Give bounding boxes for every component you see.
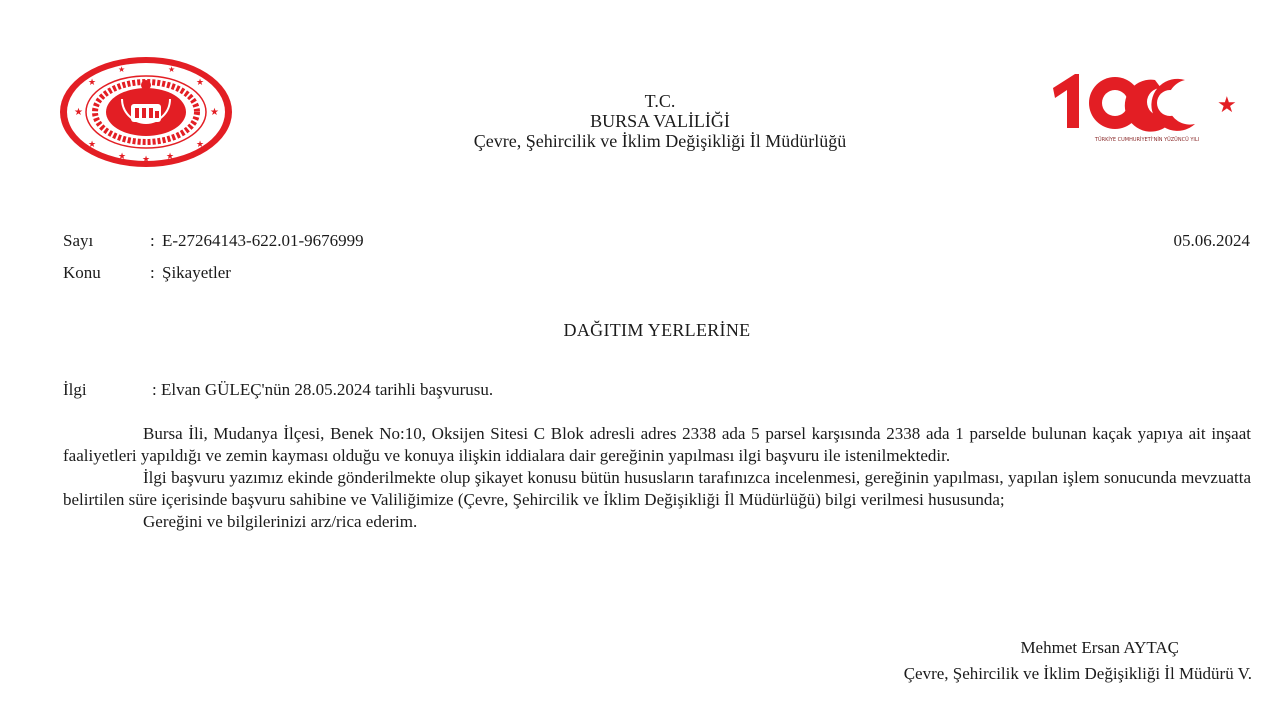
recipient-heading: DAĞITIM YERLERİNE	[563, 320, 751, 340]
ilgi-text: : Elvan GÜLEÇ'nün 28.05.2024 tarihli başvurusu.	[152, 380, 494, 399]
svg-text:★: ★	[118, 151, 127, 161]
header-line-governorship: BURSA VALİLİĞİ	[590, 111, 730, 131]
svg-text:★: ★	[88, 139, 97, 149]
body-paragraph: Bursa İli, Mudanya İlçesi, Benek No:10, Oksijen Sitesi C Blok adresli adres 2338 ada 5 parsel karşısında 2338 ada 1 parselde bulunan kaçak yapıya ait inşaat faaliyetleri yapıldığı ve zemin kayması olduğu ve konuya ilişkin iddialara dair gereğinin yapılması ilgi başvuru ile istenilmektedir.	[63, 424, 1251, 465]
letterhead	[300, 91, 1020, 151]
letter-body	[63, 423, 1251, 533]
svg-text:★: ★	[196, 139, 205, 149]
svg-text:★: ★	[166, 151, 175, 161]
svg-text:★: ★	[88, 77, 97, 87]
konu-colon: :	[150, 263, 155, 282]
sayi-colon: :	[150, 231, 155, 250]
konu-value: Şikayetler	[162, 263, 231, 282]
sayi-value: E-27264143-622.01-9676999	[162, 231, 364, 250]
document-date: 05.06.2024	[1173, 231, 1250, 250]
logo-caption: TÜRKİYE CUMHURİYETİ'NİN YÜZÜNCÜ YILI	[1094, 137, 1200, 143]
body-paragraph: İlgi başvuru yazımız ekinde gönderilmekte olup şikayet konusu bütün hususların tarafınızca incelenmesi, gereğinin yapılması, yapılan işlem sonucunda mevzuatta belirtilen süre içerisinde başvuru sahibine ve Valiliğimize (Çevre, Şehircilik ve İklim Değişikliği İl Müdürlüğü) bilgi verilmesi hususunda;	[63, 468, 1251, 509]
svg-text:★: ★	[210, 107, 219, 118]
republic-100-year-logo	[1045, 68, 1250, 148]
svg-text:★: ★	[196, 77, 205, 87]
header-line-directorate: Çevre, Şehircilik ve İklim Değişikliği İl Müdürlüğü	[473, 131, 847, 151]
sayi-label: Sayı	[63, 231, 94, 250]
signature-block	[904, 635, 1252, 687]
konu-label: Konu	[63, 263, 101, 282]
body-paragraph: Gereğini ve bilgilerinizi arz/rica ederim.	[143, 512, 418, 531]
ministry-seal-icon	[58, 55, 234, 169]
svg-text:★: ★	[142, 154, 151, 164]
signatory-title: Çevre, Şehircilik ve İklim Değişikliği İl Müdürü V.	[903, 664, 1252, 683]
ilgi-label: İlgi	[63, 380, 87, 399]
svg-text:★: ★	[1217, 93, 1237, 118]
svg-text:★: ★	[74, 107, 83, 118]
signatory-name: Mehmet Ersan AYTAÇ	[1020, 638, 1179, 657]
header-line-tc: T.C.	[644, 91, 676, 111]
svg-text:★: ★	[168, 65, 176, 74]
svg-text:★: ★	[118, 65, 126, 74]
